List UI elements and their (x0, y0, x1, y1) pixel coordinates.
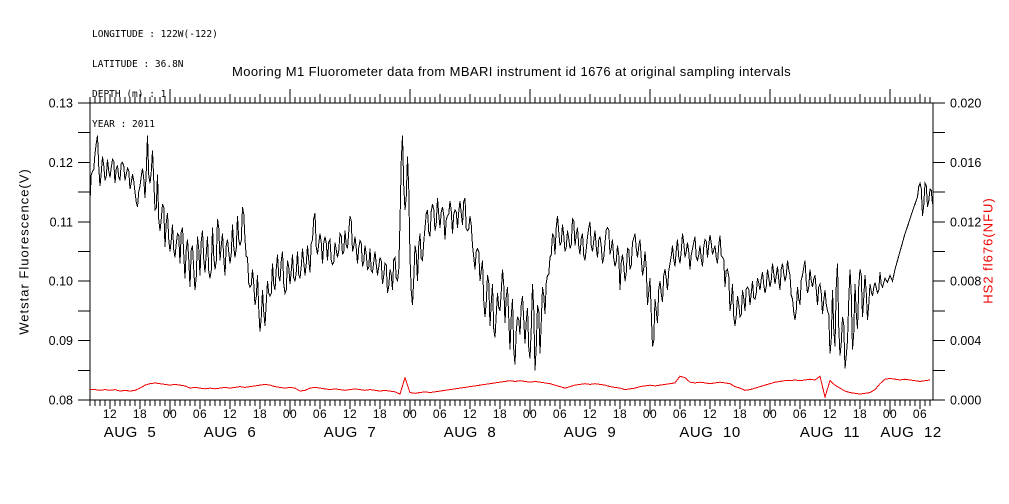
hour-tick-label: 06 (792, 407, 808, 421)
hour-tick-label: 18 (612, 407, 628, 421)
hour-tick-label: 06 (672, 407, 688, 421)
date-label: AUG 7 (323, 424, 377, 441)
hour-tick-label: 18 (372, 407, 388, 421)
right-axis-tick-label: 0.008 (950, 274, 982, 289)
hour-tick-label: 12 (342, 407, 358, 421)
hour-tick-label: 00 (882, 407, 898, 421)
hour-tick-label: 12 (582, 407, 598, 421)
right-axis-tick-label: 0.020 (950, 96, 982, 111)
metadata-longitude: LONGITUDE : 122W(-122) (92, 29, 218, 40)
left-axis-tick-label: 0.09 (48, 334, 73, 349)
hour-tick-label: 18 (732, 407, 748, 421)
date-label: AUG 8 (443, 424, 497, 441)
right-axis-tick-label: 0.000 (950, 393, 982, 408)
hour-tick-label: 06 (312, 407, 328, 421)
hour-tick-label: 18 (132, 407, 148, 421)
date-label: AUG 11 (799, 424, 861, 441)
hour-tick-label: 00 (402, 407, 418, 421)
hour-tick-label: 18 (852, 407, 868, 421)
metadata-latitude: LATITUDE : 36.8N (92, 59, 184, 70)
hour-tick-label: 06 (912, 407, 928, 421)
right-axis-title: HS2 fl676(NFU) (980, 197, 996, 304)
hour-tick-label: 06 (432, 407, 448, 421)
date-label: AUG 5 (103, 424, 157, 441)
left-axis-tick-label: 0.11 (49, 215, 73, 230)
hour-tick-label: 00 (762, 407, 778, 421)
hour-tick-label: 00 (162, 407, 178, 421)
left-axis-tick-label: 0.13 (48, 96, 73, 111)
left-axis-tick-label: 0.12 (48, 155, 73, 170)
left-axis-title: Wetstar Fluorescence(V) (16, 168, 32, 335)
hour-tick-label: 12 (462, 407, 478, 421)
metadata-year: YEAR : 2011 (92, 119, 155, 130)
hour-tick-label: 12 (222, 407, 238, 421)
hour-tick-label: 00 (282, 407, 298, 421)
hour-tick-label: 18 (492, 407, 508, 421)
hs2-series-line (90, 376, 930, 397)
date-label: AUG 9 (563, 424, 617, 441)
left-axis-tick-label: 0.08 (48, 393, 73, 408)
hour-tick-label: 18 (252, 407, 268, 421)
hour-tick-label: 00 (642, 407, 658, 421)
right-axis-tick-label: 0.012 (950, 215, 982, 230)
chart-title: Mooring M1 Fluorometer data from MBARI instrument id 1676 at original sampling intervals (231, 64, 792, 79)
date-label: AUG 6 (203, 424, 257, 441)
hour-tick-label: 12 (102, 407, 118, 421)
right-axis-tick-label: 0.004 (950, 334, 982, 349)
hour-tick-label: 12 (822, 407, 838, 421)
left-axis-tick-label: 0.10 (48, 274, 73, 289)
hour-tick-label: 12 (702, 407, 718, 421)
hour-tick-label: 00 (522, 407, 538, 421)
hour-tick-label: 06 (552, 407, 568, 421)
date-label: AUG 12 (880, 424, 942, 441)
hour-tick-label: 06 (192, 407, 208, 421)
right-axis-tick-label: 0.016 (950, 155, 982, 170)
date-label: AUG 10 (679, 424, 741, 441)
wetstar-series-line (90, 136, 933, 371)
metadata-depth: DEPTH (m) : 1 (92, 89, 167, 100)
